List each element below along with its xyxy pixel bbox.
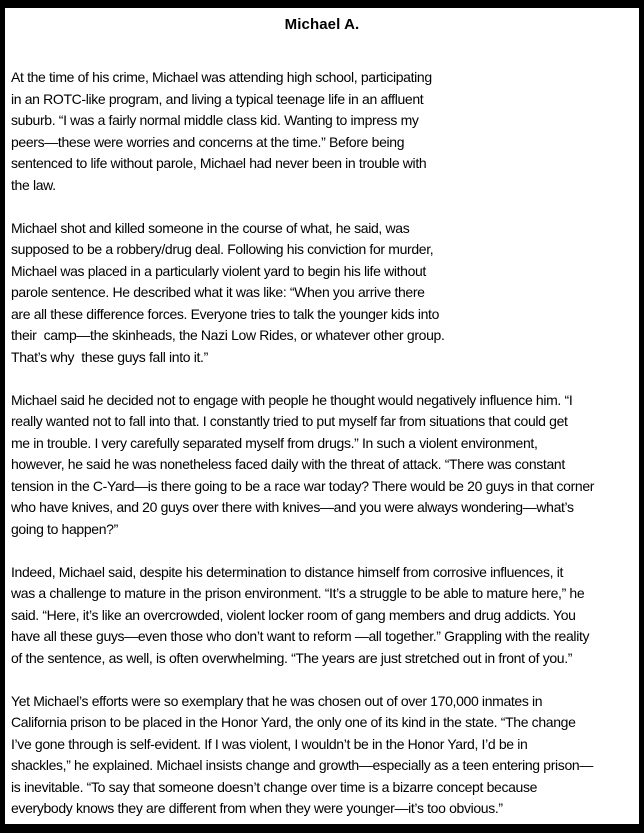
text-line: me in trouble. I very carefully separated myself from drugs.” In such a violent environment, xyxy=(11,434,538,451)
paragraph-4 xyxy=(11,562,633,670)
text-line: have all these guys—even those who don’t want to reform —all together.” Grappling with the reality xyxy=(11,628,590,644)
text-line: going to happen?” xyxy=(11,520,118,537)
text-line: said. “Here, it’s like an overcrowded, violent locker room of gang members and drug addicts. You xyxy=(11,606,576,623)
text-line: parole sentence. He described what it was like: “When you arrive there xyxy=(11,284,425,300)
text-line: tension in the C-Yard—is there going to be a race war today? There would be 20 guys in that corner xyxy=(11,477,595,494)
page-title: Michael A. xyxy=(284,16,360,33)
text-line: Michael shot and killed someone in the course of what, he said, was xyxy=(11,219,410,236)
paragraph-2 xyxy=(11,218,633,369)
text-line: supposed to be a robbery/drug deal. Following his conviction for murder, xyxy=(11,241,434,257)
text-line: in an ROTC-like program, and living a typical teenage life in an affluent xyxy=(11,90,424,107)
text-line: the law. xyxy=(11,176,56,193)
text-line: shackles,” he explained. Michael insists change and growth—especially as a teen entering prison— xyxy=(11,757,593,773)
paragraph-1 xyxy=(11,67,633,196)
text-line: are all these difference forces. Everyone tries to talk the younger kids into xyxy=(11,305,440,322)
text-line: sentenced to life without parole, Michael had never been in trouble with xyxy=(11,155,427,171)
text-line: was a challenge to mature in the prison environment. “It’s a struggle to be able to mature here,” he xyxy=(11,585,585,601)
text-line: California prison to be placed in the Honor Yard, the only one of its kind in the state. “The change xyxy=(11,714,576,730)
text-line: Michael was placed in a particularly violent yard to begin his life without xyxy=(11,262,426,279)
paragraph-3 xyxy=(11,390,633,541)
text-line: suburb. “I was a fairly normal middle class kid. Wanting to impress my xyxy=(11,112,419,128)
text-line: really wanted not to fall into that. I constantly tried to put myself far from situations that could get xyxy=(11,413,568,429)
text-line: peers—these were worries and concerns at the time.” Before being xyxy=(11,133,405,150)
text-line: Michael said he decided not to engage with people he thought would negatively influence him. “I xyxy=(11,391,573,408)
paragraph-5 xyxy=(11,691,633,820)
text-line: is inevitable. “To say that someone doesn’t change over time is a bizarre concept because xyxy=(11,778,538,795)
text-line: however, he said he was nonetheless faced daily with the threat of attack. “There was constant xyxy=(11,456,565,472)
text-line: Yet Michael’s efforts were so exemplary that he was chosen out of over 170,000 inmates in xyxy=(11,692,543,709)
text-line: everybody knows they are different from when they were younger—it’s too obvious.” xyxy=(11,800,503,816)
text-line: I’ve gone through is self-evident. If I was violent, I wouldn’t be in the Honor Yard, I’d be in xyxy=(11,735,528,752)
text-line: their camp—the skinheads, the Nazi Low Rides, or whatever other group. xyxy=(11,327,445,343)
text-line: who have knives, and 20 guys over there with knives—and you were always wondering—what’s xyxy=(11,499,574,515)
text-line: At the time of his crime, Michael was attending high school, participating xyxy=(11,69,432,85)
text-line: Indeed, Michael said, despite his determination to distance himself from corrosive influences, it xyxy=(11,563,564,580)
text-line: of the sentence, as well, is often overwhelming. “The years are just stretched out in front of you.” xyxy=(11,649,573,666)
text-line: That’s why these guys fall into it.” xyxy=(11,348,208,365)
